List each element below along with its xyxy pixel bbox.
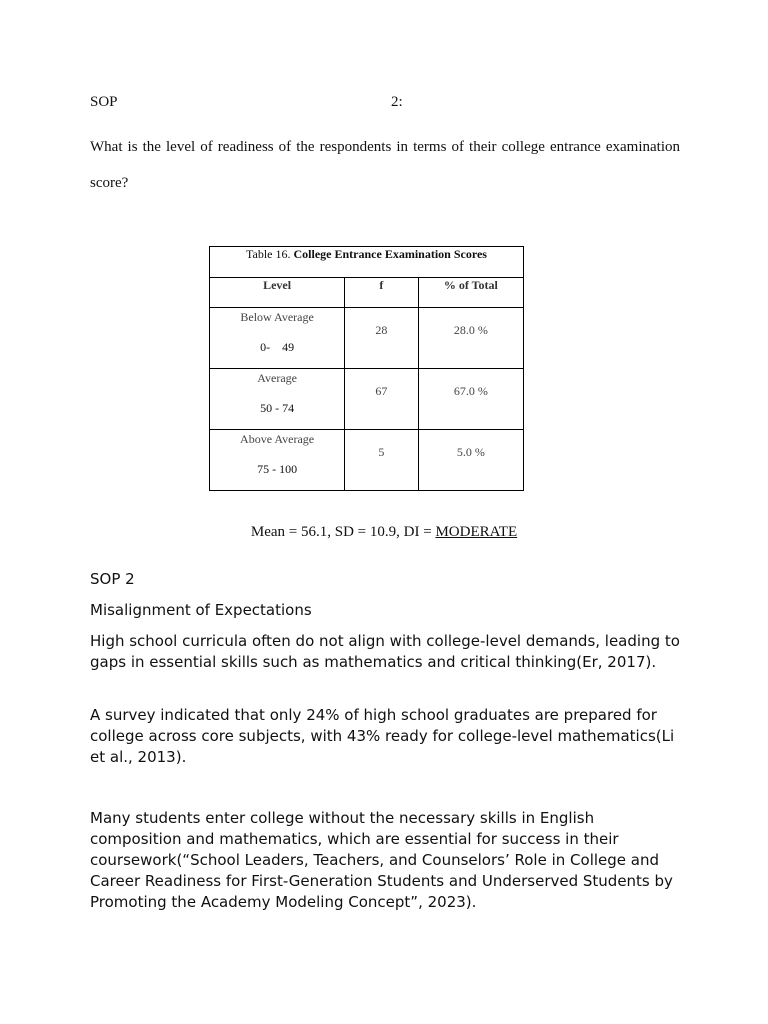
table-caption	[210, 247, 524, 278]
paragraph: Many students enter college without the necessary skills in English composition and mathematics, which are essential for success in their coursework(“School Leaders, Teachers, and Counselors’ Role in College and Career Readiness for First-Generation Students and Underserved Students by Promoting the Academy Modeling Concept”, 2023).	[90, 809, 673, 911]
level-range: 50 - 74	[260, 401, 295, 415]
table-row	[210, 369, 524, 430]
percent-value: 28.0 %	[453, 323, 488, 337]
paragraph: A survey indicated that only 24% of high school graduates are prepared for college across core subjects, with 43% ready for college-level mathematics(Li et al., 2013).	[90, 706, 675, 766]
sop-number: 2:	[391, 94, 403, 110]
summary-text: Mean = 56.1, SD = 10.9, DI =	[250, 524, 436, 540]
level-name: Average	[257, 371, 297, 385]
section-heading: SOP 2	[90, 570, 135, 588]
paragraph: High school curricula often do not align with college-level demands, leading to gaps in essential skills such as mathematics and critical thinking(Er, 2017).	[90, 632, 680, 671]
summary-statistics	[0, 524, 768, 541]
research-question: What is the level of readiness of the respondents in terms of their college entrance examination score?	[90, 139, 680, 191]
section-subheading: Misalignment of Expectations	[90, 601, 312, 619]
level-range: 0- 49	[260, 340, 295, 354]
frequency-value: 67	[375, 384, 388, 398]
entrance-exam-table	[209, 246, 524, 491]
table-caption-title: College Entrance Examination Scores	[293, 247, 487, 261]
level-range: 75 - 100	[257, 462, 298, 476]
sop-label: SOP	[90, 94, 118, 110]
level-name: Below Average	[240, 310, 314, 324]
descriptive-interpretation: MODERATE	[435, 524, 518, 540]
frequency-value: 5	[378, 445, 385, 459]
table-caption-prefix: Table 16.	[246, 247, 291, 261]
header-percent: % of Total	[418, 278, 523, 308]
frequency-value: 28	[375, 323, 388, 337]
header-frequency: f	[345, 278, 418, 308]
sop-header	[90, 94, 680, 111]
table-row	[210, 430, 524, 491]
percent-value: 5.0 %	[456, 445, 485, 459]
header-level: Level	[210, 278, 345, 308]
table-row	[210, 308, 524, 369]
percent-value: 67.0 %	[453, 384, 488, 398]
level-name: Above Average	[240, 432, 315, 446]
